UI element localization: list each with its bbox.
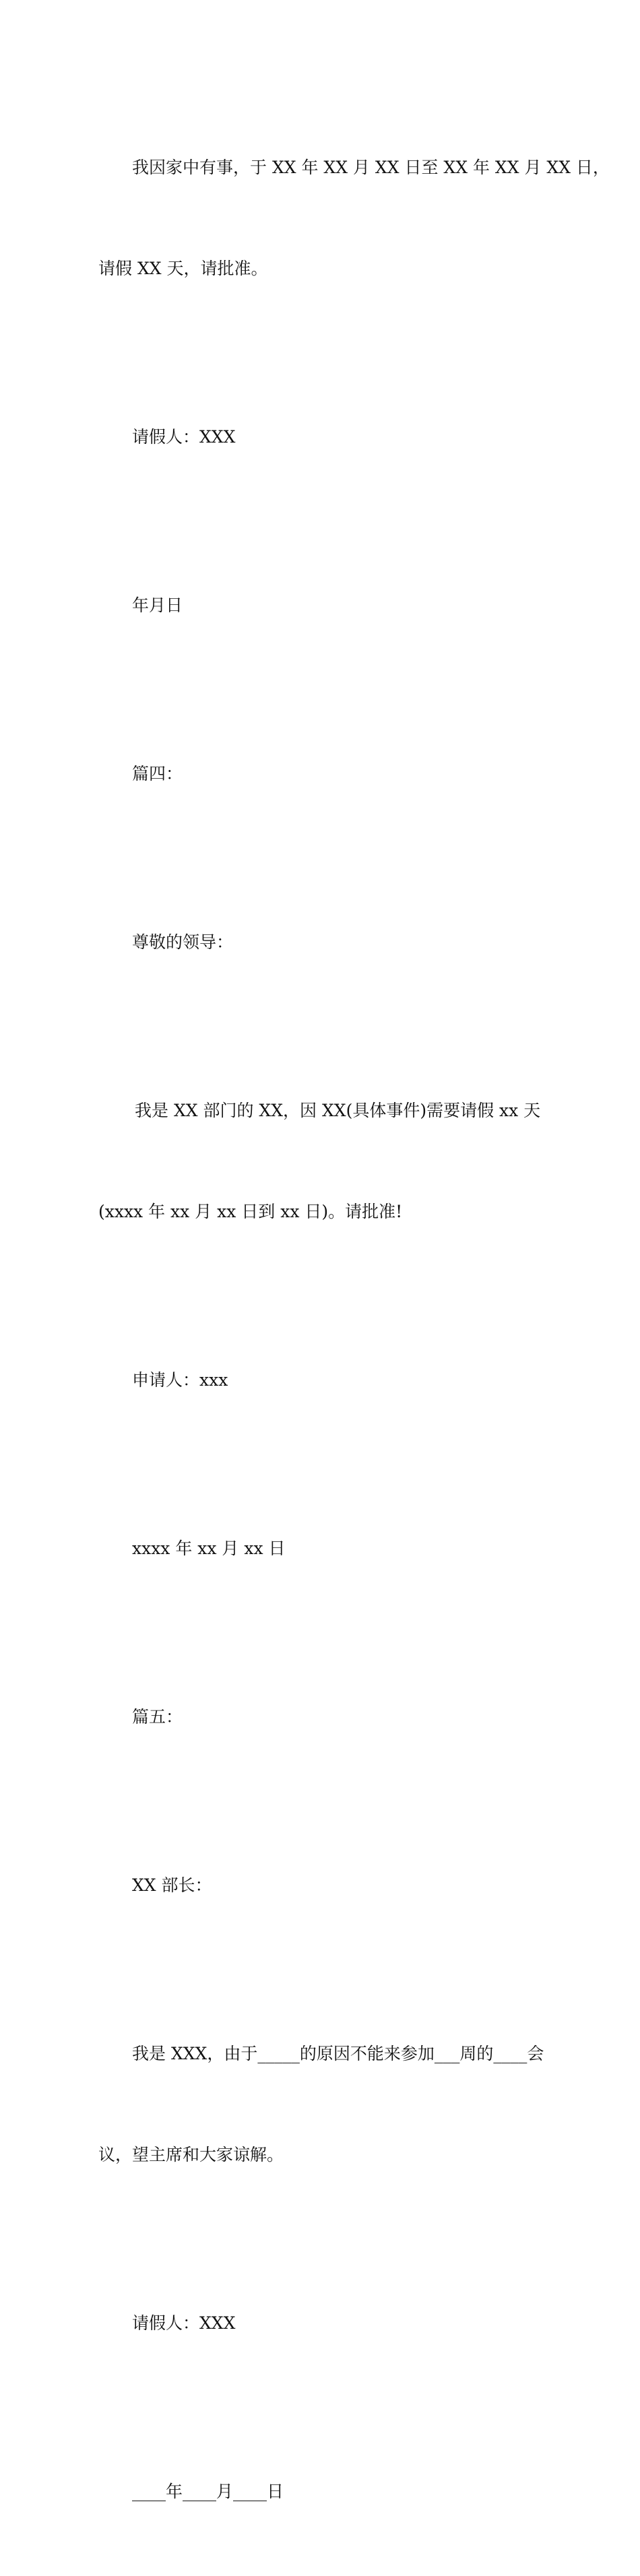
paragraph-line: XX 部长： xyxy=(132,1875,212,1895)
applicant-signature xyxy=(98,2239,570,2408)
paragraph-line: 我因家中有事，于 XX 年 XX 月 XX 日至 XX 年 XX 月 XX 日， xyxy=(132,158,610,177)
paragraph-line: 篇四： xyxy=(132,764,183,783)
section-heading-4 xyxy=(98,690,570,858)
leave-request-paragraph xyxy=(98,1027,570,1296)
paragraph-line: 申请人：xxx xyxy=(132,1370,228,1390)
paragraph-line: ____年____月____日 xyxy=(132,2482,284,2501)
leave-request-paragraph xyxy=(98,84,610,353)
paragraph-line: 我是 XXX，由于_____的原因不能来参加___周的____会 xyxy=(132,2044,544,2063)
paragraph-line: 年月日 xyxy=(132,595,183,615)
paragraph-line: 篇五： xyxy=(132,1707,183,1727)
section-heading-5 xyxy=(98,1633,570,1801)
paragraph-line: 请假人：XXX xyxy=(132,427,236,447)
paragraph-line: 请假 XX 天，请批准。 xyxy=(98,259,268,278)
applicant-signature xyxy=(98,1296,570,1464)
document-body xyxy=(98,84,610,2576)
paragraph-line: 议，望主席和大家谅解。 xyxy=(98,2145,284,2164)
date-line xyxy=(98,1464,570,1633)
leave-request-paragraph xyxy=(98,1970,570,2239)
applicant-signature xyxy=(98,353,570,521)
paragraph-line: 我是 XX 部门的 XX，因 XX(具体事件)需要请假 xx 天 xyxy=(135,1101,541,1120)
salutation xyxy=(98,1801,570,1970)
date-line xyxy=(98,521,570,690)
paragraph-line: 尊敬的领导： xyxy=(132,932,234,952)
date-line xyxy=(98,2408,570,2576)
salutation xyxy=(98,858,570,1027)
paragraph-line: 请假人：XXX xyxy=(132,2313,236,2333)
paragraph-line: xxxx 年 xx 月 xx 日 xyxy=(132,1539,286,1558)
paragraph-line: (xxxx 年 xx 月 xx 日到 xx 日)。请批准! xyxy=(98,1202,403,1221)
